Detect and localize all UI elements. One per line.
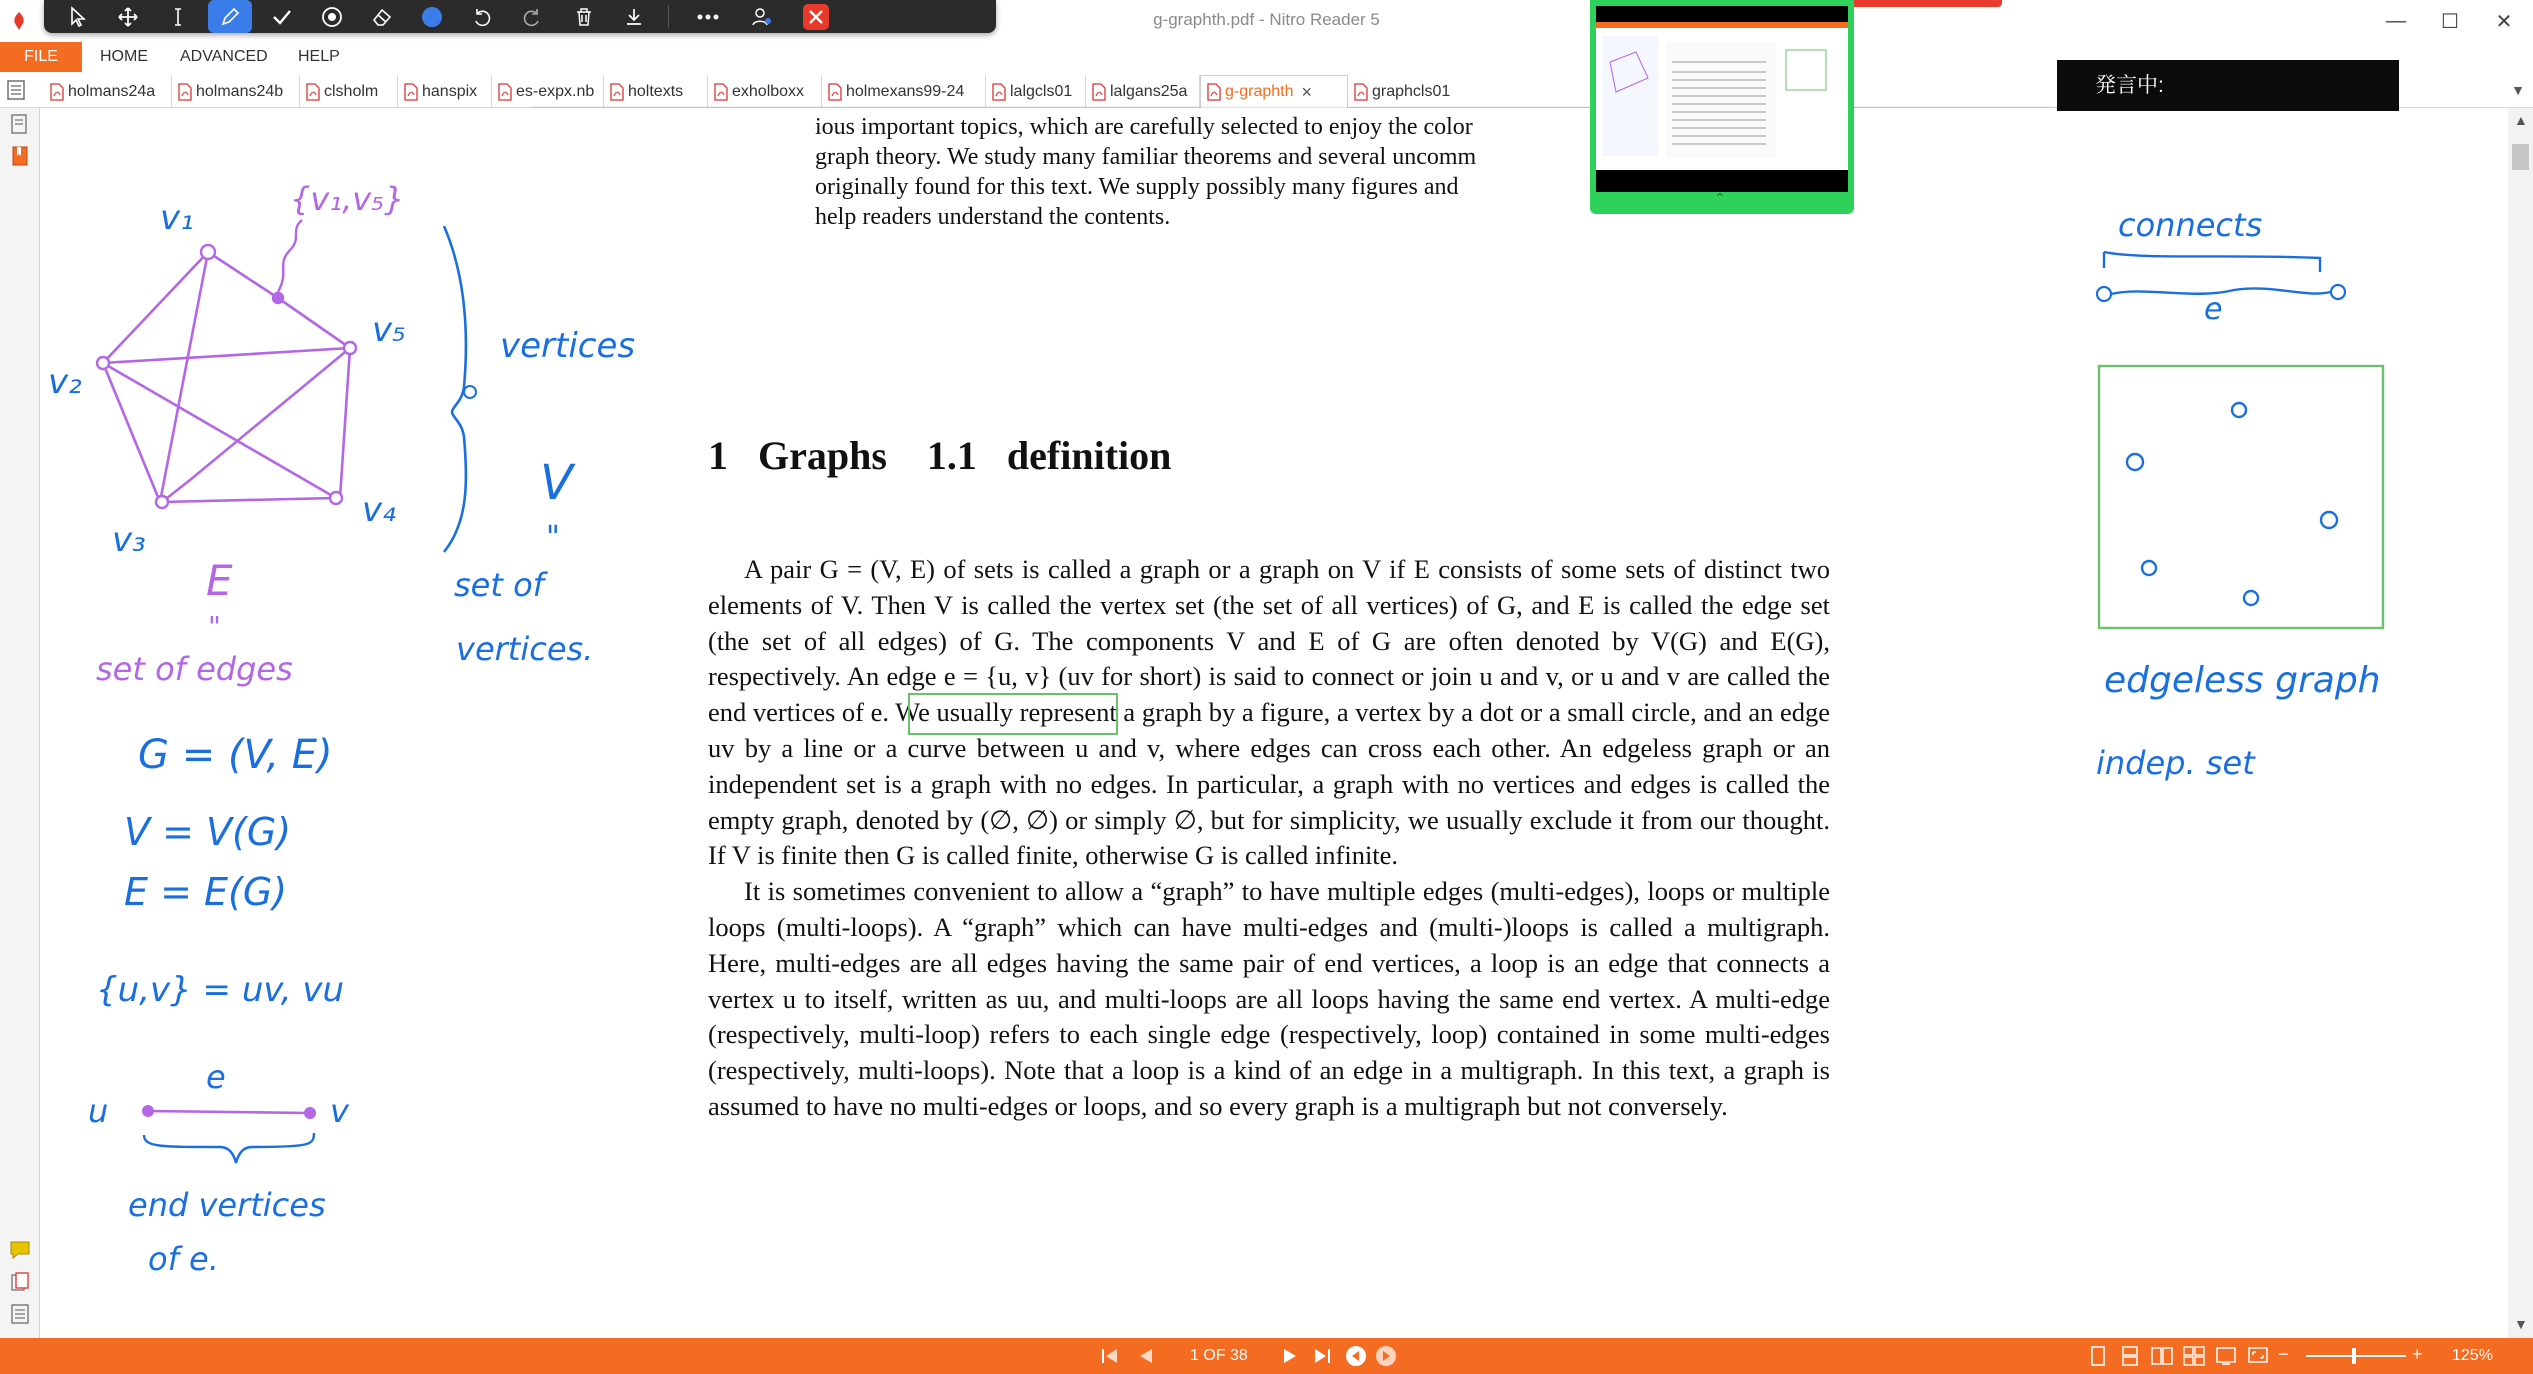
facing-continuous-view-icon[interactable] [2182,1344,2206,1368]
back-view-icon[interactable] [1344,1344,1368,1368]
tab-holmexans99-24[interactable] [822,75,986,108]
redo-button[interactable] [508,0,556,33]
tab-graphcls01[interactable] [1348,75,1468,108]
vertical-scrollbar[interactable] [2508,108,2533,1338]
redo-icon [521,6,543,28]
speaking-indicator: 発言中: [2057,60,2399,111]
edge [103,363,336,498]
pdf-file-icon [714,83,728,101]
of-e-note: of e. [148,1240,219,1278]
edge-set-note-2: E = E(G) [124,870,288,914]
tab-label: holtexts [628,82,684,100]
target-icon [320,5,344,29]
tab-label: holmans24b [196,82,284,100]
tab-label: hanspix [422,82,478,100]
vertex [330,492,342,504]
first-page-icon[interactable] [1098,1344,1122,1368]
vertex-label-v4: v₄ [362,490,396,530]
cursor-icon [67,6,89,28]
pdf-file-icon [1354,83,1368,101]
vertex [156,496,168,508]
eraser-tool-button[interactable] [358,0,406,33]
close-button[interactable]: ✕ [2495,10,2513,33]
vertex [201,245,215,259]
pen-toolbar [44,0,996,33]
vertex-brace [438,222,478,562]
pdf-file-icon [828,83,842,101]
end-vertices-note: end vertices [128,1186,326,1224]
text-cursor-icon [167,6,189,28]
V-note: V [540,455,573,511]
bookmarks-panel-icon[interactable] [8,144,32,168]
more-dots-icon [695,6,721,28]
text-cursor-tool-button[interactable] [154,0,202,33]
tab-label: holmexans99-24 [846,82,965,100]
check-icon [271,6,293,28]
last-page-icon[interactable] [1310,1344,1334,1368]
edge [160,252,208,502]
set-of-note: set of [454,566,544,604]
zoom-level[interactable]: 125% [2452,1347,2493,1364]
preview-top-bar [1596,6,1848,22]
pdf-file-icon [178,83,192,101]
tab-label: es-expx.nb [516,82,595,100]
tab-close-icon[interactable]: × [1301,81,1313,102]
facing-view-icon[interactable] [2150,1344,2174,1368]
equals-mark: " [546,520,560,555]
tab-holmans24b[interactable] [172,75,300,108]
edge [162,498,336,502]
paragraph: It is sometimes convenient to allow a “graph” to have multiple edges (multi-edges), loops or multiple loops (multi-loops). A “graph” which can have multi-edges and (multi-)loops is called a multigraph. Here, multi-edges are all edges having the same pair of end vertices, a loop is an edge that connects a vertex u to itself, written as uu, and multi-loops are all loops having the same end vertex. A multi-edge (respectively, multi-loop) refers to each single edge (respectively, loop) contained in some multi-edges (respectively, multi-loops). Note that a loop is a kind of an edge in a multigraph. In this text, a graph is assumed to have no multi-edges or loops, and so every graph is a multigraph but not conversely. [708,876,1830,1121]
scroll-up-icon[interactable]: ▲ [2514,112,2528,128]
trash-icon [573,6,595,28]
zoom-slider-track[interactable] [2306,1355,2406,1357]
zoom-in-icon[interactable]: + [2412,1344,2423,1364]
indep-set-note: indep. set [2096,744,2255,782]
scroll-down-icon[interactable]: ▼ [2514,1316,2528,1332]
text-line: ious important topics, which are carefully selected to enjoy the color [815,114,1473,140]
highlight-annotation[interactable] [908,693,1118,735]
vertices-note-2: vertices. [456,630,594,668]
section-heading: 1 Graphs 1.1 definition [708,433,1172,478]
zoom-slider-thumb[interactable] [2352,1348,2356,1364]
vertex-label-v3: v₃ [112,520,146,560]
download-icon [623,6,645,28]
connects-note: connects [2118,206,2263,244]
select-tool-button[interactable] [54,0,102,33]
download-button[interactable] [610,0,658,33]
vertex [2244,591,2258,605]
pdf-file-icon [498,83,512,101]
menu-help[interactable]: HELP [298,48,340,65]
tab-label: g-graphth [1225,83,1294,100]
vertex [2142,561,2156,575]
tab-es-expx[interactable] [492,75,604,108]
pdf-file-icon [992,83,1006,101]
tab-label: holmans24a [68,82,156,100]
edge [208,252,278,298]
graph-definition-note: G = (V, E) [138,732,333,778]
pen-tool-button[interactable] [208,0,252,33]
highlighted-phrase: connect or join [1311,661,1473,692]
edge [103,363,160,502]
undo-icon [471,6,493,28]
equals-mark-2: " [208,610,221,643]
tab-holtexts[interactable] [604,75,708,108]
minimize-button[interactable]: — [2386,9,2406,32]
move-icon [117,6,139,28]
pdf-file-icon [610,83,624,101]
tab-label: exholboxx [732,82,805,100]
eraser-icon [371,6,393,28]
tab-hanspix[interactable] [398,75,492,108]
pdf-file-icon [1207,83,1221,101]
e-label-right: e [2204,292,2223,327]
vertex [2127,454,2143,470]
maximize-button[interactable]: ☐ [2441,10,2459,33]
delete-button[interactable] [560,0,608,33]
close-toolbar-button[interactable] [792,0,840,33]
screen-share-preview[interactable] [1590,0,1854,214]
edge [278,298,350,348]
scrollbar-thumb[interactable] [2512,144,2529,170]
vertex [2232,403,2246,417]
vertex-label-v5: v₅ [372,310,406,350]
preview-page-miniature [1596,22,1848,170]
fit-width-icon[interactable] [2214,1344,2238,1368]
user-gear-icon [751,6,773,28]
pdf-file-icon [50,83,64,101]
close-icon [802,3,830,31]
text-line: graph theory. We study many familiar theorems and several uncomm [815,144,1477,170]
tab-holmans24a[interactable] [44,75,172,108]
edge-set-note: {v₁,v₅} [290,180,405,218]
color-dot-icon [420,5,444,29]
status-bar [0,1338,2533,1374]
page-indicator[interactable]: 1 OF 38 [1190,1347,1248,1364]
document-list-icon[interactable] [6,79,26,101]
paragraph-text: u and v, or u and v are called the end vertices of e. We usually represent a graph by a figure, a vertex by a dot or a small circle, and an edge uv by a line or a curve between u and v, where edges can cross each other. An edgeless graph or an independent set is a graph with no edges. In particular, a graph with no vertices and edges is called the empty graph, denoted by (∅, ∅) or simply ∅, but for simplicity, we usually exclude it from our thought. If V is finite then G is called finite, otherwise G is called infinite. [708,661,1831,871]
edge [340,348,350,498]
vertex [2321,512,2337,528]
fullscreen-icon[interactable] [2246,1344,2270,1368]
forward-view-icon[interactable] [1374,1344,1398,1368]
pointer-squiggle [278,220,302,292]
comments-panel-icon[interactable] [8,1238,32,1262]
vertex [97,357,109,369]
vertex [344,342,356,354]
text-line: help readers understand the contents. [815,204,1171,230]
edge [103,348,350,363]
vertex-label-v1: v₁ [160,198,194,238]
pdf-file-icon [306,83,320,101]
vertex-label-v2: v₂ [48,362,82,402]
edge [162,348,350,502]
window-title: g-graphth.pdf - Nitro Reader 5 [1153,10,1380,29]
laser-tool-button[interactable] [308,0,356,33]
pdf-file-icon [404,83,418,101]
edgeless-graph-sketch [2097,364,2387,630]
tab-overflow-chevron-icon[interactable]: ▼ [2511,82,2525,98]
menu-home[interactable]: HOME [100,48,148,65]
previous-page-icon[interactable] [1134,1344,1158,1368]
toolbar-separator [668,5,669,28]
edge-notation-note: {u,v} = uv, vu [96,970,345,1010]
attachments-panel-icon[interactable] [8,1270,32,1294]
zoom-out-icon[interactable]: − [2278,1344,2289,1364]
tab-label: clsholm [324,82,379,100]
vertex [273,293,283,303]
set-of-edges-note: set of edges [96,650,293,688]
edge [103,252,208,363]
pan-tool-button[interactable] [104,0,152,33]
paragraph-text: A pair G = (V, E) of sets is called a graph or a graph on V if E consists of some sets of distinct two elements of V. Then V is called the vertex set (the set of all vertices) of G, and E is called the edge set (the set of all edges) of G. The components V and E of G are often denoted by V(G) and E(G), respectively. An edge e = {u, v} (uv for short) is said to [708,554,1830,692]
menu-file[interactable]: FILE [0,42,82,72]
text-line: originally found for this text. We supply possibly many figures and [815,174,1459,200]
color-picker-button[interactable] [408,0,456,33]
preview-collapse-chevron-icon[interactable]: ⌃ [1714,190,1726,206]
tab-lalgans25a[interactable] [1086,75,1200,108]
u-label: u [88,1092,109,1130]
graph-sketch [40,150,490,570]
preview-thumbnail [1596,22,1848,170]
tab-label: graphcls01 [1372,82,1451,100]
pages-panel-icon[interactable] [8,112,32,136]
vertices-note: vertices [500,326,636,366]
output-panel-icon[interactable] [8,1302,32,1326]
tab-exholboxx[interactable] [708,75,822,108]
tab-label: lalgcls01 [1010,82,1073,100]
pen-icon [219,6,241,28]
check-tool-button[interactable] [258,0,306,33]
e-label: e [206,1058,226,1096]
tab-g-graphth[interactable] [1200,75,1348,108]
continuous-view-icon[interactable] [2118,1344,2142,1368]
paragraph [708,552,1830,874]
left-sidebar-rail [0,108,40,1338]
E-note: E [206,556,233,605]
previous-paragraph-tail [815,112,1615,232]
menu-advanced[interactable]: ADVANCED [180,48,268,65]
user-settings-button[interactable] [738,0,786,33]
pdf-file-icon [1092,83,1106,101]
single-page-view-icon[interactable] [2086,1344,2110,1368]
preview-bottom-bar [1596,170,1848,192]
v-label: v [330,1092,349,1130]
tab-clsholm[interactable] [300,75,398,108]
more-options-button[interactable] [684,0,732,33]
next-page-icon[interactable] [1278,1344,1302,1368]
edgeless-graph-note: edgeless graph [2104,660,2381,701]
body-text [708,552,1830,1125]
tab-lalgcls01[interactable] [986,75,1086,108]
tab-label: lalgans25a [1110,82,1188,100]
undo-button[interactable] [458,0,506,33]
vertex-set-note: V = V(G) [124,810,292,854]
